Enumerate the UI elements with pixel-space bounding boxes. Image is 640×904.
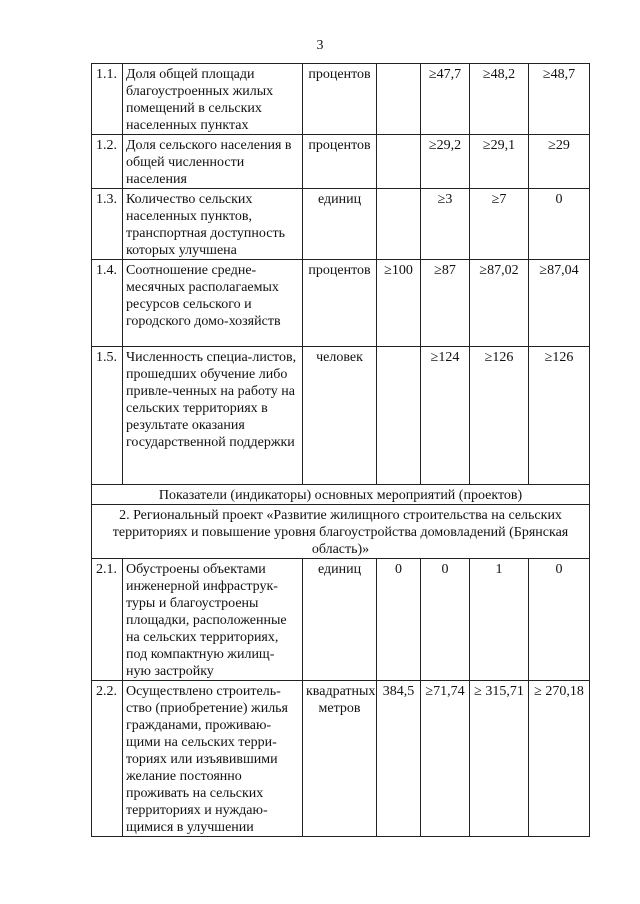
value-cell [377, 347, 421, 485]
value-cell: ≥29 [529, 135, 590, 189]
value-cell: 0 [377, 559, 421, 681]
value-cell [377, 189, 421, 260]
value-cell: ≥126 [529, 347, 590, 485]
indicator-name: Осуществлено строитель-ство (приобретение) жилья гражданами, проживаю-щими на сельских терри-ториях или изъявившими желание постоянно проживать на сельских территориях и нуждаю-щимися в улучшении [123, 681, 303, 837]
value-cell: ≥71,74 [421, 681, 470, 837]
page-number: 3 [316, 38, 324, 53]
unit-cell: процентов [303, 64, 377, 135]
unit-cell: человек [303, 347, 377, 485]
table-row [92, 189, 590, 260]
value-cell: ≥48,7 [529, 64, 590, 135]
table-row [92, 347, 590, 485]
value-cell: ≥100 [377, 260, 421, 347]
table-row [92, 260, 590, 347]
unit-cell: процентов [303, 135, 377, 189]
value-cell: 0 [529, 559, 590, 681]
row-number: 1.2. [92, 135, 123, 189]
value-cell: ≥47,7 [421, 64, 470, 135]
indicator-name: Доля сельского населения в общей численности населения [123, 135, 303, 189]
value-cell: 0 [529, 189, 590, 260]
value-cell [377, 135, 421, 189]
indicator-name: Соотношение средне-месячных располагаемых ресурсов сельского и городского домо-хозяйств [123, 260, 303, 347]
indicator-name: Численность специа-листов, прошедших обучение либо привле-ченных на работу на сельских территориях в результате оказания государственной поддержки [123, 347, 303, 485]
value-cell: 384,5 [377, 681, 421, 837]
value-cell: 1 [470, 559, 529, 681]
value-cell: ≥87,02 [470, 260, 529, 347]
value-cell: ≥29,2 [421, 135, 470, 189]
section-header-row [92, 485, 590, 505]
value-cell: ≥87 [421, 260, 470, 347]
row-number: 2.2. [92, 681, 123, 837]
value-cell: ≥48,2 [470, 64, 529, 135]
unit-cell: процентов [303, 260, 377, 347]
unit-cell: единиц [303, 559, 377, 681]
row-number: 2.1. [92, 559, 123, 681]
indicator-name: Обустроены объектами инженерной инфраструк-туры и благоустроены площадки, расположенные на сельских территориях, под компактную жилищ-ную застройку [123, 559, 303, 681]
row-number: 1.3. [92, 189, 123, 260]
value-cell: ≥124 [421, 347, 470, 485]
row-number: 1.4. [92, 260, 123, 347]
unit-cell: квадратных метров [303, 681, 377, 837]
value-cell: ≥29,1 [470, 135, 529, 189]
indicators-table [91, 63, 590, 837]
value-cell: ≥87,04 [529, 260, 590, 347]
value-cell: ≥ 270,18 [529, 681, 590, 837]
row-number: 1.1. [92, 64, 123, 135]
table-row [92, 559, 590, 681]
table-row [92, 681, 590, 837]
table-row [92, 64, 590, 135]
unit-cell: единиц [303, 189, 377, 260]
value-cell: 0 [421, 559, 470, 681]
indicator-name: Доля общей площади благоустроенных жилых помещений в сельских населенных пунктах [123, 64, 303, 135]
table-row [92, 135, 590, 189]
row-number: 1.5. [92, 347, 123, 485]
value-cell: ≥ 315,71 [470, 681, 529, 837]
value-cell: ≥3 [421, 189, 470, 260]
value-cell: ≥7 [470, 189, 529, 260]
section-header: Показатели (индикаторы) основных мероприятий (проектов) [92, 485, 590, 505]
project-header-row [92, 505, 590, 559]
value-cell: ≥126 [470, 347, 529, 485]
indicator-name: Количество сельских населенных пунктов, транспортная доступность которых улучшена [123, 189, 303, 260]
project-header: 2. Региональный проект «Развитие жилищного строительства на сельских территориях и повышение уровня благоустройства домовладений (Брянская область)» [92, 505, 590, 559]
value-cell [377, 64, 421, 135]
